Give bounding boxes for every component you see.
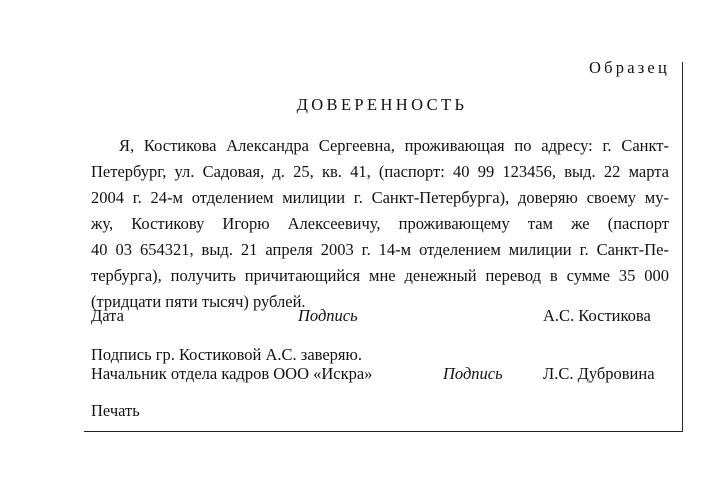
certifier-name: Л.С. Дубровина	[543, 364, 655, 383]
frame-right-border	[682, 62, 683, 432]
document-body	[91, 133, 669, 315]
frame-bottom-border	[84, 431, 683, 432]
stamp-label: Печать	[91, 401, 140, 420]
sample-label: Образец	[589, 58, 670, 77]
body-line: тербурга), получить причитающийся мне денежный перевод в сумме 35 000	[91, 266, 669, 285]
body-line: 2004 г. 24-м отделением милиции г. Санкт-Петербурга), доверяю своему му-	[91, 188, 669, 207]
certification-line: Подпись гр. Костиковой А.С. заверяю.	[91, 345, 362, 364]
certifier-signature-placeholder: Подпись	[443, 364, 503, 383]
date-label: Дата	[91, 306, 124, 325]
body-line: (тридцати пяти тысяч) рублей.	[91, 292, 306, 311]
certifier-position: Начальник отдела кадров ООО «Искра»	[91, 364, 373, 383]
body-line: 40 03 654321, выд. 21 апреля 2003 г. 14-м отделением милиции г. Санкт-Пе-	[91, 240, 669, 259]
body-line: Я, Костикова Александра Сергеевна, проживающая по адресу: г. Санкт-	[119, 136, 669, 155]
signature-placeholder: Подпись	[298, 306, 358, 325]
body-line: жу, Костикову Игорю Алексеевичу, проживающему там же (паспорт	[91, 214, 669, 233]
signer-name: А.С. Костикова	[543, 306, 651, 325]
document-title: ДОВЕРЕННОСТЬ	[296, 95, 468, 114]
body-line: Петербург, ул. Садовая, д. 25, кв. 41, (паспорт: 40 99 123456, выд. 22 марта	[91, 162, 669, 181]
